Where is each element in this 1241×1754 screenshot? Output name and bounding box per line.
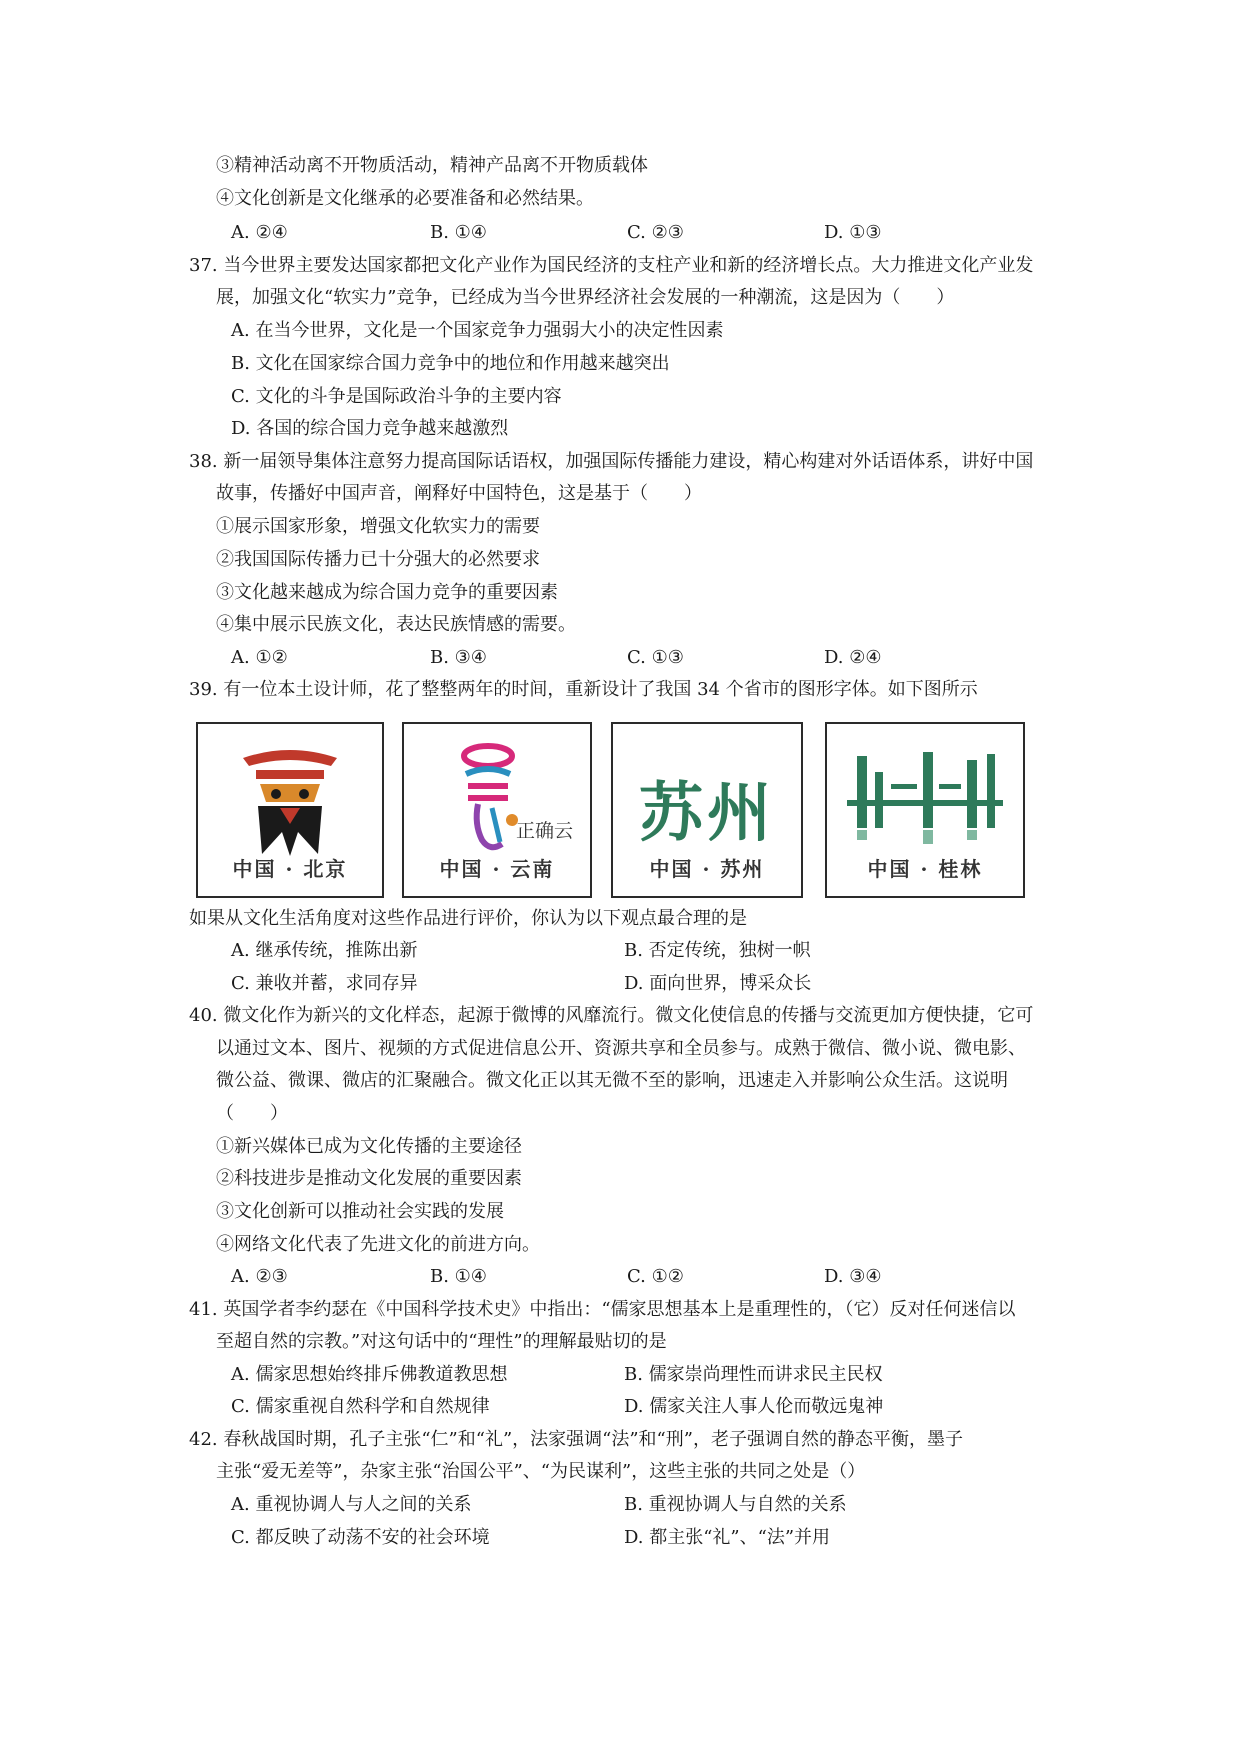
q40-stem-line3: 微公益、微课、微店的汇聚融合。微文化正以其无微不至的影响，迅速走入并影响公众生活。这说明 [216, 1070, 1008, 1091]
q41-option-c[interactable]: C. 儒家重视自然科学和自然规律 [231, 1396, 490, 1417]
q36-option-a[interactable]: A. ②④ [231, 222, 288, 243]
suzhou-glyph: 苏州 [639, 777, 775, 851]
q38-option-d[interactable]: D. ②④ [824, 647, 882, 668]
q40-option-d[interactable]: D. ③④ [824, 1266, 882, 1287]
q42-stem-line2: 主张“爱无差等”，杂家主张“治国公平”、“为民谋利”，这些主张的共同之处是（） [216, 1461, 866, 1482]
q40-option-b[interactable]: B. ①④ [430, 1266, 487, 1287]
q37-option-d[interactable]: D. 各国的综合国力竞争越来越激烈 [231, 418, 509, 439]
q41-option-b[interactable]: B. 儒家崇尚理性而讲求民主民权 [624, 1364, 883, 1385]
q38-statement-2: ②我国国际传播力已十分强大的必然要求 [216, 549, 540, 570]
q39-option-c[interactable]: C. 兼收并蓄，求同存异 [231, 973, 418, 994]
logo-beijing [196, 722, 384, 898]
caption-beijing: 中国 · 北京 [232, 857, 348, 881]
q38-stem-line2: 故事，传播好中国声音，阐释好中国特色，这是基于（ ） [216, 483, 702, 504]
q41-stem-line2: 至超自然的宗教。”对这句话中的“理性”的理解最贴切的是 [216, 1331, 667, 1352]
q42-option-d[interactable]: D. 都主张“礼”、“法”并用 [624, 1527, 831, 1548]
q41-option-a[interactable]: A. 儒家思想始终排斥佛教道教思想 [231, 1364, 508, 1385]
q36-option-d[interactable]: D. ①③ [824, 222, 882, 243]
statement-3: ③精神活动离不开物质活动，精神产品离不开物质载体 [216, 155, 648, 176]
q40-statement-4: ④网络文化代表了先进文化的前进方向。 [216, 1234, 540, 1255]
q40-statement-3: ③文化创新可以推动社会实践的发展 [216, 1201, 504, 1222]
statement-4: ④文化创新是文化继承的必要准备和必然结果。 [216, 188, 594, 209]
q37-option-a[interactable]: A. 在当今世界，文化是一个国家竞争力强弱大小的决定性因素 [231, 320, 724, 341]
q40-option-c[interactable]: C. ①② [627, 1266, 684, 1287]
q42-option-b[interactable]: B. 重视协调人与自然的关系 [624, 1494, 847, 1515]
caption-guilin: 中国 · 桂林 [867, 857, 983, 881]
q39-option-a[interactable]: A. 继承传统，推陈出新 [231, 940, 418, 961]
q38-option-b[interactable]: B. ③④ [430, 647, 487, 668]
q39-option-b[interactable]: B. 否定传统，独树一帜 [624, 940, 811, 961]
q42-option-a[interactable]: A. 重视协调人与人之间的关系 [231, 1494, 472, 1515]
q38-option-a[interactable]: A. ①② [231, 647, 288, 668]
q40-stem-line1: 40. 微文化作为新兴的文化样态，起源于微博的风靡流行。微文化使信息的传播与交流更加方便快捷，它可 [189, 1005, 1034, 1026]
logo-suzhou [611, 722, 803, 898]
logo-yunnan [402, 722, 592, 898]
q38-statement-1: ①展示国家形象，增强文化软实力的需要 [216, 516, 540, 537]
q40-option-a[interactable]: A. ②③ [231, 1266, 288, 1287]
q39-stem-line2: 如果从文化生活角度对这些作品进行评价，你认为以下观点最合理的是 [189, 908, 747, 929]
q37-stem-line1: 37. 当今世界主要发达国家都把文化产业作为国民经济的支柱产业和新的经济增长点。大力推进文化产业发 [189, 255, 1034, 276]
logo-guilin [825, 722, 1025, 898]
q42-option-c[interactable]: C. 都反映了动荡不安的社会环境 [231, 1527, 490, 1548]
q39-stem-line1: 39. 有一位本土设计师，花了整整两年的时间，重新设计了我国 34 个省市的图形字体。如下图所示 [189, 679, 978, 700]
q38-statement-3: ③文化越来越成为综合国力竞争的重要因素 [216, 582, 558, 603]
q42-stem-line1: 42. 春秋战国时期，孔子主张“仁”和“礼”，法家强调“法”和“刑”，老子强调自然的静态平衡，墨子 [189, 1429, 963, 1450]
q36-option-c[interactable]: C. ②③ [627, 222, 684, 243]
q38-stem-line1: 38. 新一届领导集体注意努力提高国际话语权，加强国际传播能力建设，精心构建对外话语体系，讲好中国 [189, 451, 1034, 472]
q36-option-b[interactable]: B. ①④ [430, 222, 487, 243]
q41-option-d[interactable]: D. 儒家关注人事人伦而敬远鬼神 [624, 1396, 884, 1417]
q38-option-c[interactable]: C. ①③ [627, 647, 684, 668]
q37-option-b[interactable]: B. 文化在国家综合国力竞争中的地位和作用越来越突出 [231, 353, 670, 374]
q40-stem-line2: 以通过文本、图片、视频的方式促进信息公开、资源共享和全员参与。成熟于微信、微小说、微电影、 [216, 1038, 1026, 1059]
q38-statement-4: ④集中展示民族文化，表达民族情感的需要。 [216, 614, 576, 635]
caption-suzhou: 中国 · 苏州 [649, 857, 765, 881]
caption-yunnan: 中国 · 云南 [439, 857, 555, 881]
q41-stem-line1: 41. 英国学者李约瑟在《中国科学技术史》中指出：“儒家思想基本上是重理性的，（它）反对任何迷信以 [189, 1299, 1016, 1320]
q40-statement-2: ②科技进步是推动文化发展的重要因素 [216, 1168, 522, 1189]
q37-option-c[interactable]: C. 文化的斗争是国际政治斗争的主要内容 [231, 386, 562, 407]
watermark-text: 正确云 [516, 820, 574, 842]
q40-stem-line4: （ ） [216, 1103, 288, 1124]
q37-stem-line2: 展，加强文化“软实力”竞争，已经成为当今世界经济社会发展的一种潮流，这是因为（ ） [216, 287, 955, 308]
q40-statement-1: ①新兴媒体已成为文化传播的主要途径 [216, 1136, 522, 1157]
q39-option-d[interactable]: D. 面向世界，博采众长 [624, 973, 812, 994]
